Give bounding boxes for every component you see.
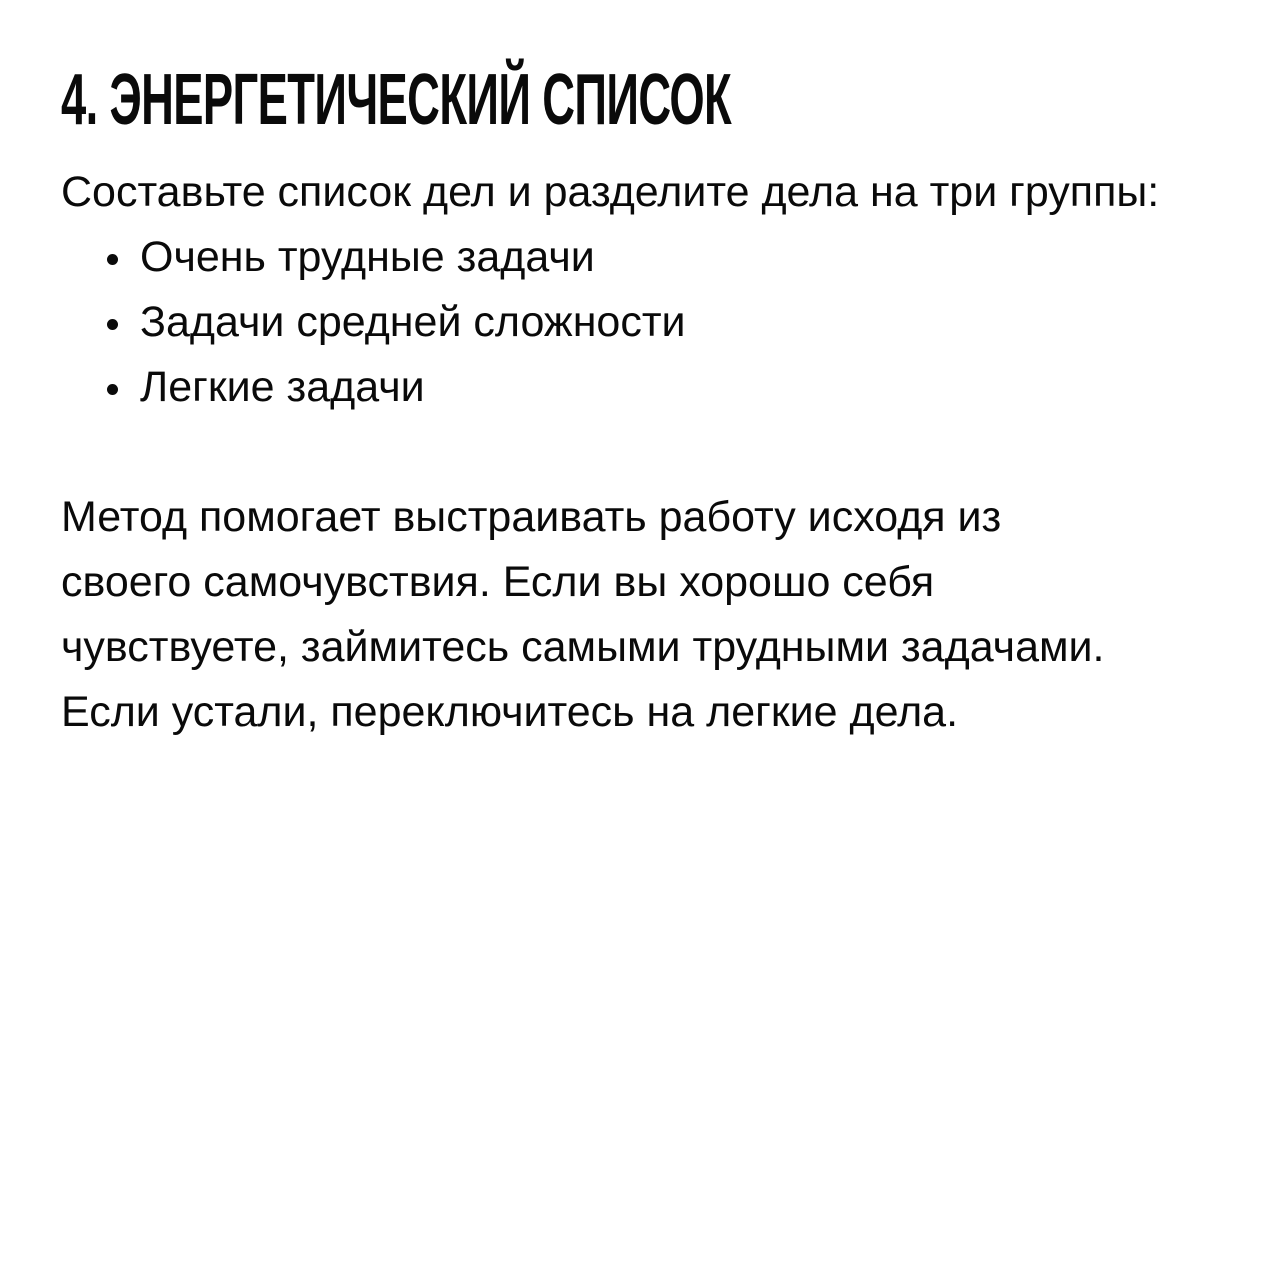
list-item-label: Легкие задачи	[140, 363, 425, 411]
list-item-label: Очень трудные задачи	[140, 233, 595, 281]
intro-text: Составьте список дел и разделите дела на три группы:	[61, 168, 1160, 216]
bullet-icon	[107, 254, 118, 265]
task-groups-list	[61, 225, 1241, 420]
list-item	[107, 225, 1241, 290]
list-item-label: Задачи средней сложности	[140, 298, 686, 346]
bullet-icon	[107, 384, 118, 395]
content-page	[61, 58, 1241, 745]
page-title: 4. ЭНЕРГЕТИЧЕСКИЙ СПИСОК	[61, 60, 732, 140]
list-item	[107, 290, 1241, 355]
paragraph-line: Метод помогает выстраивать работу исходя из	[61, 493, 1002, 541]
bullet-icon	[107, 319, 118, 330]
paragraph-line: чувствуете, займитесь самыми трудными задачами.	[61, 623, 1105, 671]
list-item	[107, 355, 1241, 420]
paragraph-line: своего самочувствия. Если вы хорошо себя	[61, 558, 935, 606]
paragraph-line: Если устали, переключитесь на легкие дела.	[61, 688, 959, 736]
method-description	[61, 485, 1241, 745]
